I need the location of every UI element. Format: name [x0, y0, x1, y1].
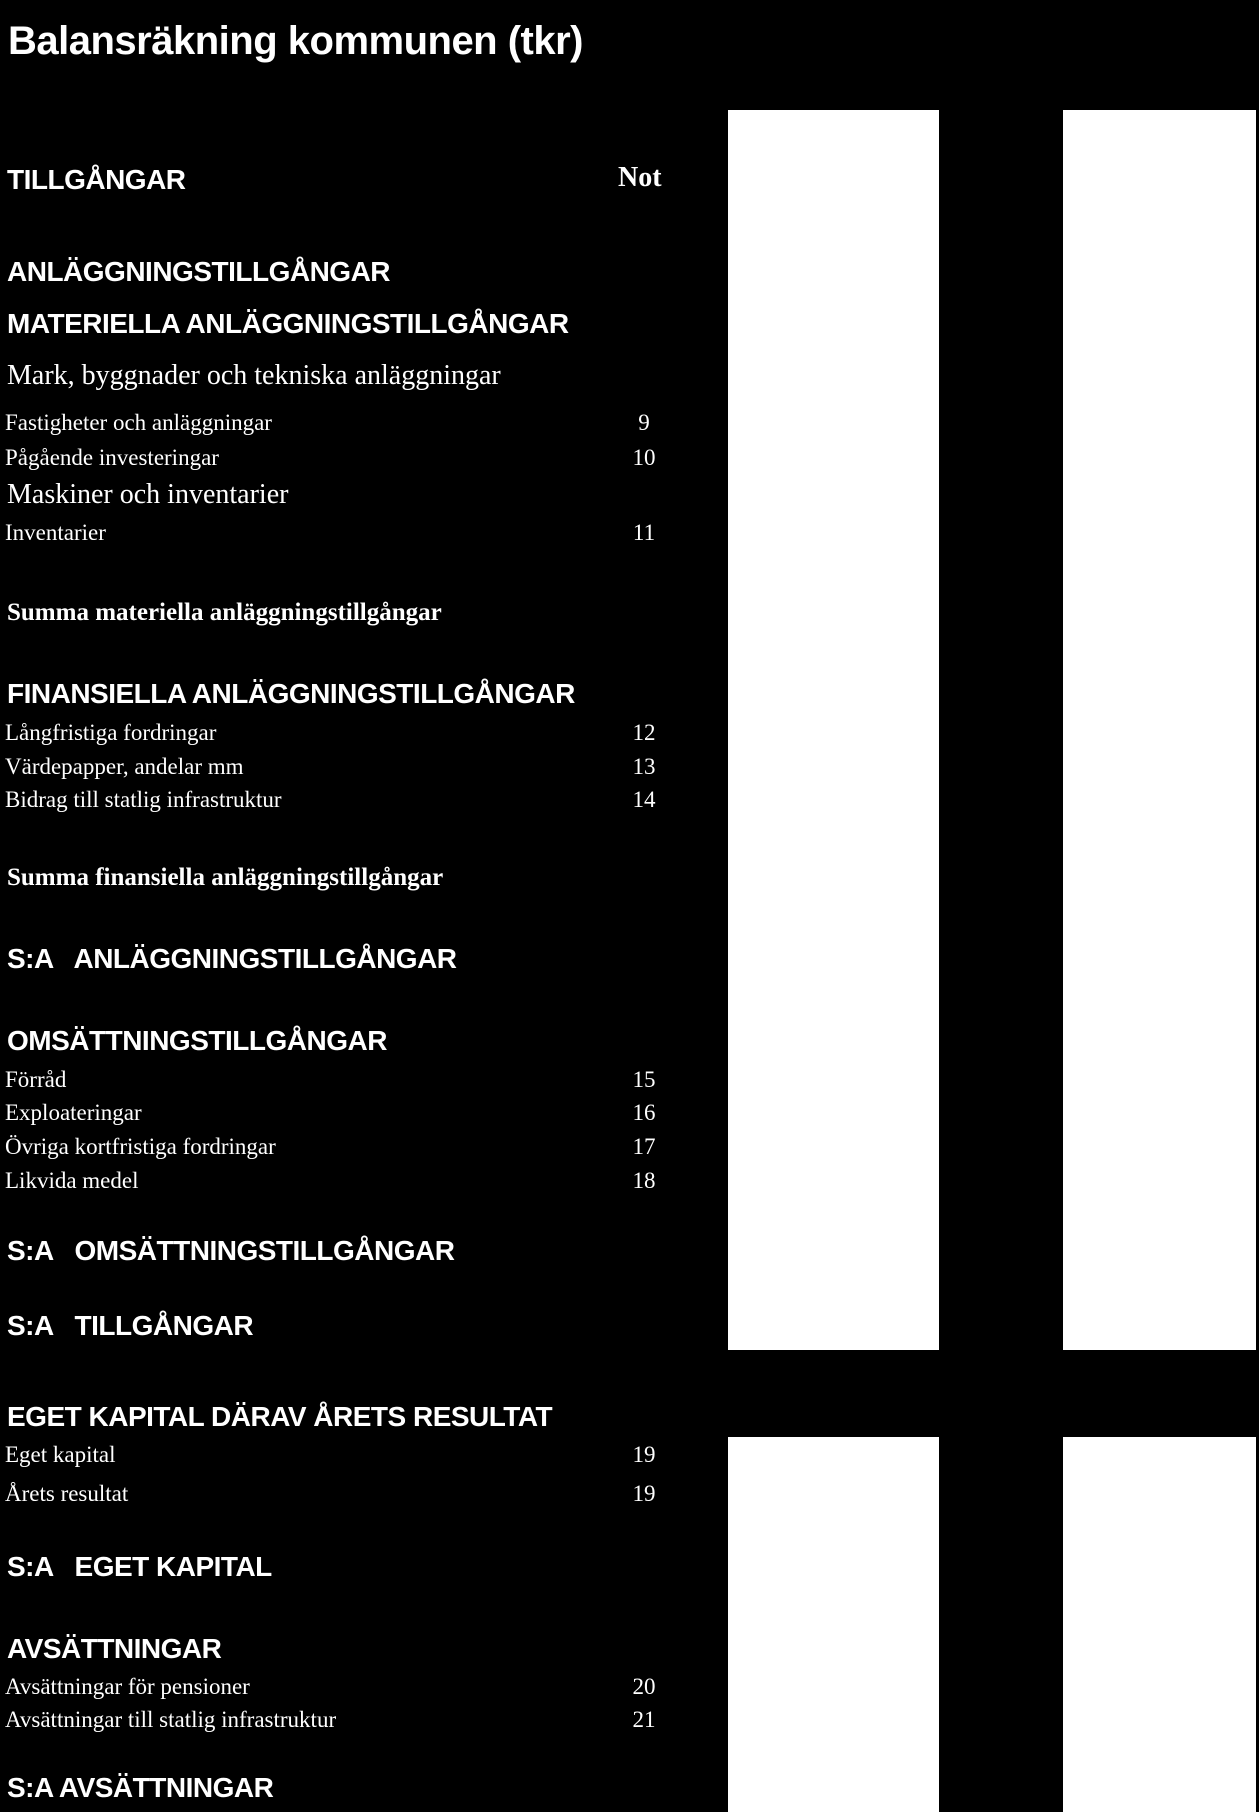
row-sa-omsattningstillgangar: S:A OMSÄTTNINGSTILLGÅNGAR: [7, 1235, 455, 1266]
row-label-ovriga-fordringar: Övriga kortfristiga fordringar: [5, 1134, 276, 1159]
row-sa-avsattningar: S:A AVSÄTTNINGAR: [7, 1772, 274, 1803]
note-column-header: Not: [618, 162, 662, 193]
row-note-pagaende: 10: [632, 445, 656, 470]
row-label-avs-infrastruktur: Avsättningar till statlig infrastruktur: [5, 1707, 337, 1732]
value-column-2-equity: [1063, 1437, 1256, 1812]
row-note-likvida-medel: 18: [632, 1168, 656, 1193]
row-note-ovriga-fordringar: 17: [632, 1134, 656, 1159]
row-label-exploateringar: Exploateringar: [5, 1100, 142, 1125]
row-sa-anlaggningstillgangar: S:A ANLÄGGNINGSTILLGÅNGAR: [7, 943, 457, 974]
row-label-avs-pensioner: Avsättningar för pensioner: [5, 1674, 250, 1699]
row-label-bidrag: Bidrag till statlig infrastruktur: [5, 787, 282, 812]
heading-avsattningar: AVSÄTTNINGAR: [7, 1633, 222, 1664]
section-heading-tillgangar: TILLGÅNGAR: [7, 164, 186, 195]
value-column-1-assets: [728, 110, 939, 1350]
row-sa-eget-kapital: S:A EGET KAPITAL: [7, 1551, 272, 1582]
row-label-likvida-medel: Likvida medel: [5, 1168, 139, 1193]
value-column-1-equity: [728, 1437, 939, 1812]
row-note-bidrag: 14: [632, 787, 656, 812]
page-title: Balansräkning kommunen (tkr): [8, 19, 584, 63]
subheading-maskiner: Maskiner och inventarier: [7, 479, 289, 510]
row-note-avs-pensioner: 20: [632, 1674, 656, 1699]
row-note-avs-infrastruktur: 21: [632, 1707, 656, 1732]
heading-omsattningstillgangar: OMSÄTTNINGSTILLGÅNGAR: [7, 1025, 387, 1056]
row-note-langfristiga: 12: [632, 720, 656, 745]
row-label-vardepapper: Värdepapper, andelar mm: [5, 754, 244, 779]
row-note-fastigheter: 9: [638, 410, 650, 435]
row-label-langfristiga: Långfristiga fordringar: [5, 720, 217, 745]
row-note-vardepapper: 13: [632, 754, 656, 779]
row-note-forrad: 15: [632, 1067, 656, 1092]
heading-anlaggningstillgangar: ANLÄGGNINGSTILLGÅNGAR: [7, 256, 391, 287]
row-label-fastigheter: Fastigheter och anläggningar: [5, 410, 272, 435]
row-label-arets-resultat: Årets resultat: [5, 1481, 129, 1506]
heading-materiella: MATERIELLA ANLÄGGNINGSTILLGÅNGAR: [7, 308, 569, 339]
row-sa-tillgangar: S:A TILLGÅNGAR: [7, 1310, 254, 1341]
heading-eget-kapital: EGET KAPITAL DÄRAV ÅRETS RESULTAT: [7, 1401, 553, 1432]
row-note-eget-kapital: 19: [632, 1442, 656, 1467]
row-summa-materiella: Summa materiella anläggningstillgångar: [7, 599, 442, 626]
row-label-pagaende: Pågående investeringar: [5, 445, 219, 470]
subheading-mark-byggnader: Mark, byggnader och tekniska anläggningar: [7, 360, 501, 391]
row-note-exploateringar: 16: [632, 1100, 656, 1125]
row-summa-finansiella: Summa finansiella anläggningstillgångar: [7, 864, 444, 891]
row-note-inventarier: 11: [632, 520, 656, 545]
row-label-inventarier: Inventarier: [5, 520, 106, 545]
row-label-forrad: Förråd: [5, 1067, 67, 1092]
heading-finansiella: FINANSIELLA ANLÄGGNINGSTILLGÅNGAR: [7, 678, 575, 709]
value-column-2-assets: [1063, 110, 1256, 1350]
row-note-arets-resultat: 19: [632, 1481, 656, 1506]
row-label-eget-kapital: Eget kapital: [5, 1442, 116, 1467]
